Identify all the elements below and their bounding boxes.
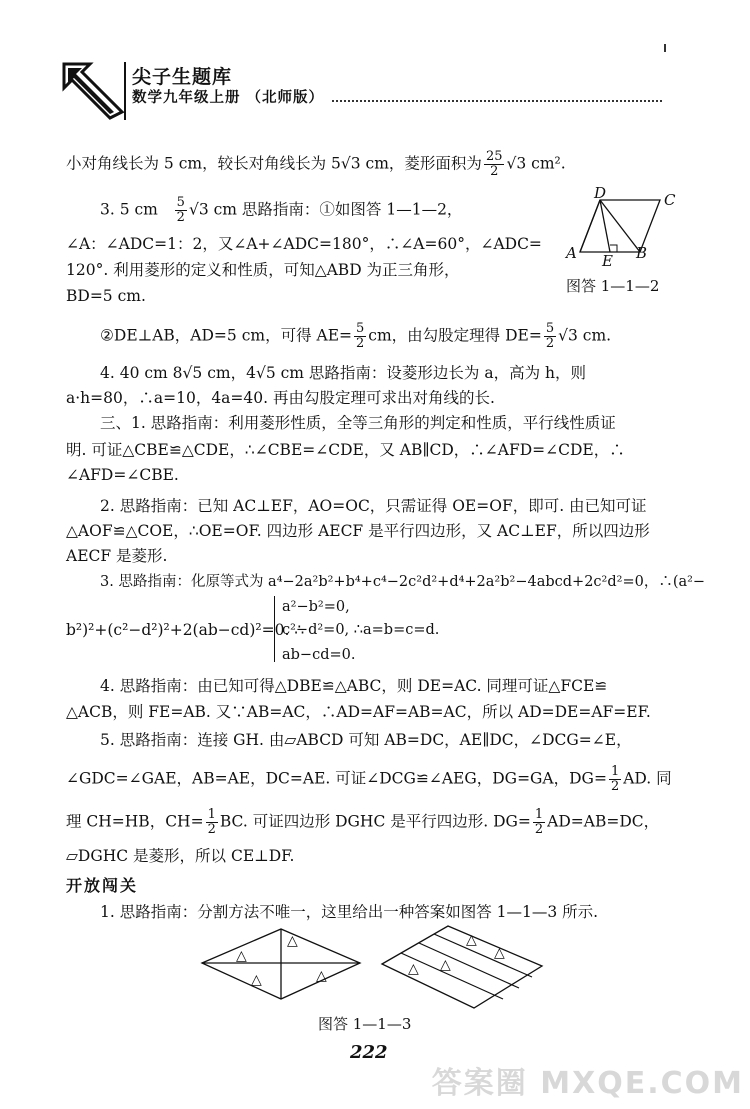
- figure-113-caption: 图答 1—1—3: [318, 1015, 412, 1033]
- text-line: ▱DGHC 是菱形，所以 CE⊥DF.: [66, 847, 295, 865]
- header-arrow-logo: [60, 58, 130, 122]
- system-eq-1: a²−b²=0,: [282, 599, 350, 615]
- triangle-mark: △: [494, 945, 505, 961]
- label-C: C: [664, 191, 676, 209]
- text-line: 三、1. 思路指南：利用菱形性质，全等三角形的判定和性质，平行线性质证: [100, 414, 616, 432]
- triangle-mark: △: [236, 948, 247, 964]
- text-line: 小对角线长为 5 cm，较长对角线长为 5√3 cm，菱形面积为 $\frac{25}{2}$ √3 cm².: [66, 149, 566, 179]
- figure-parallelogram-right-113: [378, 922, 548, 1012]
- text-line: AECF 是菱形.: [66, 547, 168, 565]
- triangle-mark: △: [408, 961, 419, 977]
- label-D: D: [594, 184, 607, 202]
- label-B: B: [636, 244, 648, 262]
- header-vertical-rule: [124, 62, 126, 120]
- system-brace: [274, 596, 281, 662]
- figure-rhombus-left-113: [196, 925, 366, 1005]
- text-line: 3. 思路指南：化原等式为 a⁴−2a²b²+b⁴+c⁴−2c²d²+d⁴+2a²b²−4abcd+2c²d²=0，∴(a²−: [100, 574, 706, 590]
- text-line: BD=5 cm.: [66, 287, 146, 305]
- system-eq-2: c²−d²=0, ∴a=b=c=d.: [282, 622, 440, 638]
- text-line: 3. 5 cm $\frac{5}{2}$ √3 cm 思路指南：①如图答 1—1—2，: [100, 195, 463, 225]
- triangle-mark: △: [316, 968, 327, 984]
- header-title: 尖子生题库: [132, 66, 233, 88]
- text-line: 5. 思路指南：连接 GH. 由▱ABCD 可知 AB=DC，AE∥DC，∠DCG=∠E，: [100, 731, 632, 749]
- text-line: b²)²+(c²−d²)²+2(ab−cd)²=0. ∴: [66, 621, 305, 639]
- text-line: ∠A：∠ADC=1：2，又∠A+∠ADC=180°，∴∠A=60°，∠ADC=: [66, 235, 542, 253]
- triangle-mark: △: [251, 972, 262, 988]
- text-line: 明. 可证△CBE≌△CDE，∴∠CBE=∠CDE，又 AB∥CD，∴∠AFD=∠CDE，∴: [66, 441, 625, 459]
- label-A: A: [566, 244, 577, 262]
- page-number: 222: [350, 1042, 388, 1063]
- label-E: E: [602, 252, 613, 270]
- triangle-mark: △: [466, 932, 477, 948]
- text-line: 2. 思路指南：已知 AC⊥EF，AO=OC，只需证得 OE=OF，即可. 由已知可证: [100, 497, 647, 515]
- text-line: △ACB，则 FE=AB. 又∵AB=AC，∴AD=AF=AB=AC，所以 AD=DE=AF=EF.: [66, 703, 651, 721]
- text-line: ∠AFD=∠CBE.: [66, 466, 179, 484]
- text-line: ②DE⊥AB，AD=5 cm，可得 AE= $\frac{5}{2}$ cm，由勾股定理得 DE= $\frac{5}{2}$ √3 cm.: [100, 321, 612, 351]
- text-line: 4. 40 cm 8√5 cm，4√5 cm 思路指南：设菱形边长为 a，高为 h，则: [100, 364, 586, 382]
- text-line: 1. 思路指南：分割方法不唯一，这里给出一种答案如图答 1—1—3 所示.: [100, 903, 599, 921]
- text-line: a·h=80，∴a=10，4a=40. 再由勾股定理可求出对角线的长.: [66, 389, 495, 407]
- text-line: △AOF≌△COE，∴OE=OF. 四边形 AECF 是平行四边形，又 AC⊥EF，所以四边形: [66, 522, 650, 540]
- text-line: ∠GDC=∠GAE，AB=AE，DC=AE. 可证∠DCG≌∠AEG，DG=GA，DG= $\frac{1}{2}$ AD. 同: [66, 764, 672, 794]
- header-dotted-rule: [332, 100, 662, 102]
- triangle-mark: △: [440, 957, 451, 973]
- section-heading: 开放闯关: [66, 876, 139, 895]
- watermark: 答案圈 MXQE.COM: [431, 1066, 744, 1101]
- text-line: 4. 思路指南：由已知可得△DBE≌△ABC，则 DE=AC. 同理可证△FCE≌: [100, 677, 608, 695]
- margin-mark: [664, 44, 666, 52]
- system-eq-3: ab−cd=0.: [282, 647, 356, 663]
- text-line: 120°. 利用菱形的定义和性质，可知△ABD 为正三角形，: [66, 261, 460, 279]
- text-line: 理 CH=HB，CH= $\frac{1}{2}$ BC. 可证四边形 DGHC 是平行四边形. DG= $\frac{1}{2}$ AD=AB=DC，: [66, 807, 660, 837]
- figure-112-caption: 图答 1—1—2: [566, 277, 660, 295]
- triangle-mark: △: [287, 933, 298, 949]
- header-subtitle: 数学九年级上册 （北师版）: [132, 89, 325, 106]
